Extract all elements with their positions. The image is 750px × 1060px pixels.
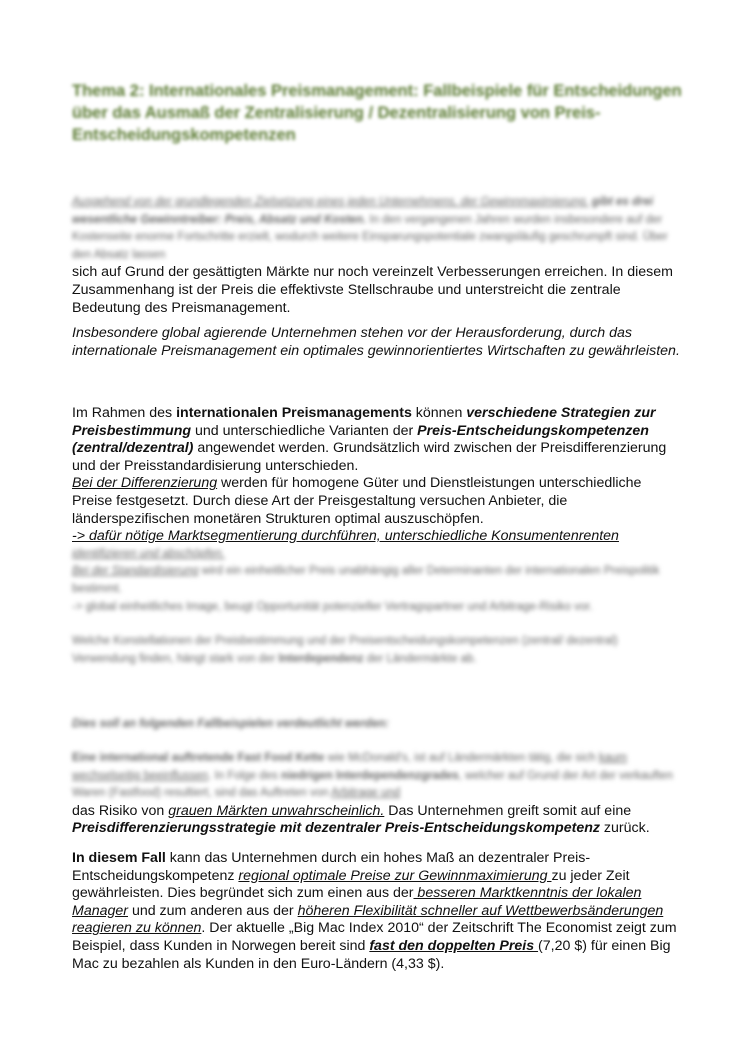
case-paragraph: In diesem Fall kann das Unternehmen durch ein hohes Maß an dezentraler Preis-Entscheidungskompetenz regional optimale Preise zur Gewinnmaximierung zu jeder Zeit gewährleisten. Dies begründet sich zum einen aus der besseren Marktkenntnis der lokalen Manager und zum anderen aus der höheren Flexibilität schneller auf Wettbewerbsänderungen reagieren zu können. Der aktuelle „Big Mac Index 2010“ der Zeitschrift The Economist zeigt zum Beispiel, dass Kunden in Norwegen bereit sind fast den doppelten Preis (7,20 $) für einen Big Mac zu bezahlen als Kunden in den Euro-Ländern (4,33 $). [72,850,677,972]
intro-clear-text: sich auf Grund der gesättigten Märkte nur noch vereinzelt Verbesserungen erreichen. In diesem Zusammenhang ist der Preis die effektivste Stellschraube und unterstreicht die zentrale Bedeutung des Preismanagement. [72,264,673,316]
intro2-paragraph: Insbesondere global agierende Unternehmen stehen vor der Herausforderung, durch das internationale Preismanagement ein optimales gewinnorientiertes Wirtschaften zu gewährleisten. [72,325,680,359]
mcdonalds-paragraph [72,750,684,838]
examples-heading: Dies soll an folgenden Fallbeispielen verdeutlicht werden: [72,718,389,730]
intro-blurred-text [72,194,684,264]
mcdonalds-clear-text: das Risiko von grauen Märkten unwahrscheinlich. Das Unternehmen greift somit auf eine Preisdifferenzierungsstrategie mit dezentraler Preis-Entscheidungskompetenz zurück. [72,802,650,837]
intro-cost-text: In den vergangenen Jahren wurden insbesondere auf der Kostenseite enorme Fortschritte erzielt, wodurch weitere Einsparungspotentiale zwangsläufig geschrumpft sind. Über den Absatz lassen [72,213,668,261]
strategy-intro: Im Rahmen des internationalen Preismanagements können verschiedene Strategien zur Preisbestimmung und unterschiedliche Varianten der Preis-Entscheidungskompetenzen (zentral/dezentral) angewendet werden. Grundsätzlich wird zwischen der Preisdifferenzierung und der Preisstandardisierung unterschieden. [72,405,667,474]
strategy-paragraph [72,405,684,668]
differentiation-text: Bei der Differenzierung werden für homogene Güter und Dienstleistungen unterschiedliche Preise festgesetzt. Durch diese Art der Preisgestaltung versuchen Anbieter, die länderspezifischen monetären Strukturen optimal auszuschöpfen. [72,475,642,527]
intro-drivers-text: gibt es drei wesentliche Gewinntreiber: Preis, Absatz und Kosten. [72,196,654,226]
document-title: Thema 2: Internationales Preismanagement: Fallbeispiele für Entscheidungen über das Ausmaß der Zentralisierung / Dezentralisierung von Preis-Entscheidungskompetenzen [72,82,682,144]
intro-paragraph [72,194,684,317]
arrow-note-1: -> dafür nötige Marktsegmentierung durchführen, unterschiedliche Konsumentenrenten [72,528,619,545]
strategy-blurred-text: identifizieren und abschöpfen. Bei der Standardisierung wird ein einheitlicher Preis unabhängig aller Determinanten der internationalen Preispolitik bestimmt. -> global einheitliches Image, beugt Opportunität potenzieller Vertragspartner und Arbitrage-Risiko vor. Welche Konstellationen der Preisbestimmung und der Preisentscheidungskompetenzen (zentral/ dezentral) Verwendung finden, hängt stark von der Interdependenz der Ländermärkte ab. [72,547,660,665]
intro-goal-text: Ausgehend von der grundlegenden Zielsetzung eines jeden Unternehmens, der Gewinnmaximierung, [72,196,589,208]
mcdonalds-blurred-text: Eine international auftretende Fast Food Kette wie McDonald's, ist auf Ländermärkten tätig, die sich kaum wechselseitig beeinflussen. In Folge des niedrigen Interdependenzgrades, welcher auf Grund der Art der verkauften Waren (Fastfood) resultiert, sind das Auftreten von Arbitrage und [72,752,673,800]
